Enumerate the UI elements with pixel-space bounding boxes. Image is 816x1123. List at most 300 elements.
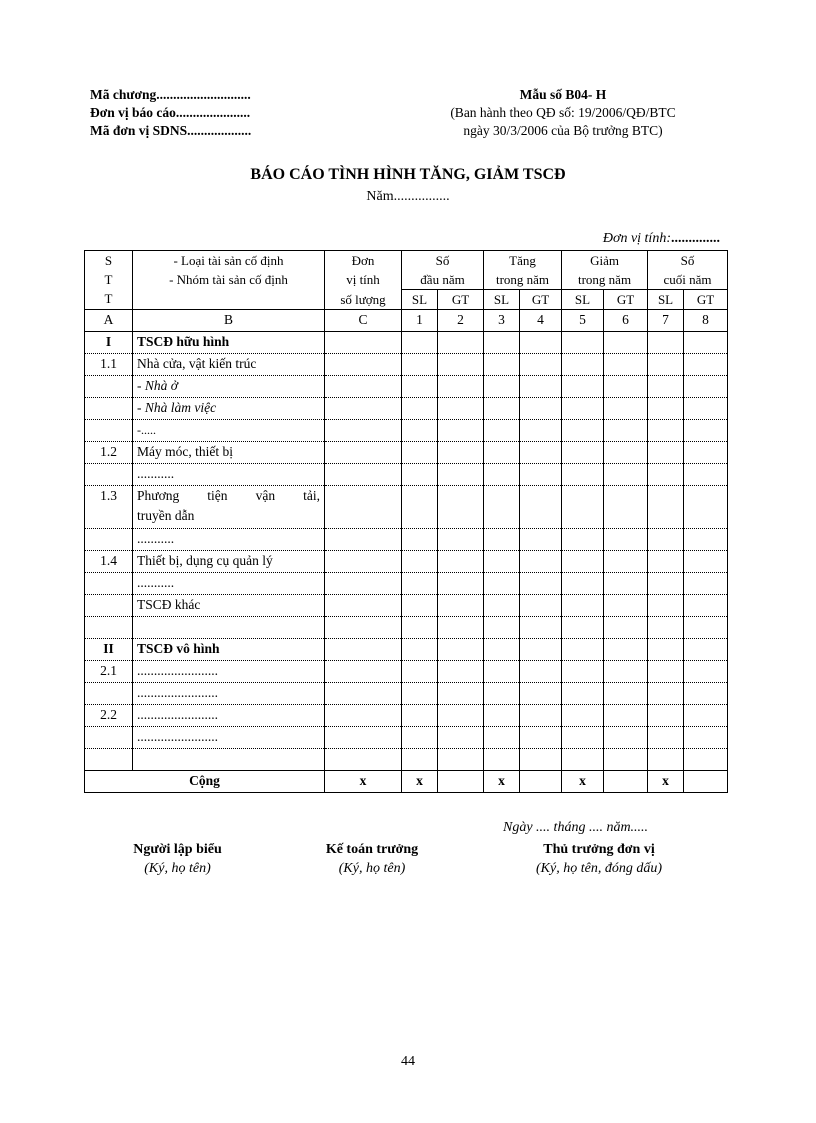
row-stt: [85, 398, 133, 420]
col-letter: 1: [402, 310, 438, 332]
table-row: [85, 529, 728, 551]
row-value-cell: [325, 661, 402, 683]
col-letter: 2: [438, 310, 484, 332]
row-value-cell: [604, 354, 648, 376]
total-col4: [520, 771, 562, 793]
header-sl: SL: [402, 290, 438, 310]
total-col5: x: [562, 771, 604, 793]
issued-by-line1: (Ban hành theo QĐ số: 19/2006/QĐ/BTC: [450, 105, 676, 120]
row-value-cell: [438, 595, 484, 617]
row-value-cell: [484, 398, 520, 420]
row-stt: 1.3: [85, 486, 133, 529]
header-closing: Số: [648, 251, 728, 271]
row-value-cell: [438, 376, 484, 398]
row-value-cell: [484, 661, 520, 683]
row-value-cell: [604, 376, 648, 398]
row-value-cell: [520, 551, 562, 573]
row-value-cell: [604, 442, 648, 464]
row-value-cell: [648, 573, 684, 595]
table-row: [85, 464, 728, 486]
row-value-cell: [484, 727, 520, 749]
row-asset-name: [133, 617, 325, 639]
row-stt: 2.1: [85, 661, 133, 683]
row-value-cell: [562, 727, 604, 749]
row-value-cell: [438, 486, 484, 529]
table-row: [85, 486, 728, 529]
row-value-cell: [684, 749, 728, 771]
row-value-cell: [648, 376, 684, 398]
row-value-cell: [438, 749, 484, 771]
header-increase: Tăng: [484, 251, 562, 271]
signer-title: Kế toán trưởng: [325, 842, 419, 857]
row-asset-name: Nhà cửa, vật kiến trúc: [133, 354, 325, 376]
table-row: [85, 639, 728, 661]
row-value-cell: [520, 573, 562, 595]
header-unit: Đơn vị tính: [325, 251, 402, 290]
row-value-cell: [648, 639, 684, 661]
row-stt: [85, 376, 133, 398]
row-value-cell: [438, 705, 484, 727]
row-value-cell: [648, 617, 684, 639]
row-value-cell: [484, 573, 520, 595]
row-stt: [85, 464, 133, 486]
row-value-cell: [684, 551, 728, 573]
row-value-cell: [438, 354, 484, 376]
row-value-cell: [562, 354, 604, 376]
table-row: [85, 442, 728, 464]
col-letter: 6: [604, 310, 648, 332]
row-stt: 1.2: [85, 442, 133, 464]
header-increase-sub: trong năm: [484, 270, 562, 290]
col-letter: C: [325, 310, 402, 332]
table-row: [85, 683, 728, 705]
row-value-cell: [402, 354, 438, 376]
table-row: [85, 595, 728, 617]
row-value-cell: [402, 420, 438, 442]
header-left: [90, 86, 251, 140]
unit-dots: ..............: [671, 231, 720, 246]
row-value-cell: [562, 332, 604, 354]
table-row: [85, 332, 728, 354]
row-value-cell: [402, 639, 438, 661]
row-value-cell: [325, 486, 402, 529]
row-value-cell: [562, 661, 604, 683]
header-gt: GT: [438, 290, 484, 310]
table-row: [85, 749, 728, 771]
header-row-1: [85, 251, 728, 271]
row-value-cell: [484, 464, 520, 486]
row-value-cell: [562, 420, 604, 442]
row-value-cell: [325, 398, 402, 420]
row-value-cell: [325, 420, 402, 442]
row-value-cell: [562, 749, 604, 771]
table-row: [85, 420, 728, 442]
row-value-cell: [325, 683, 402, 705]
total-col6: [604, 771, 648, 793]
row-value-cell: [402, 573, 438, 595]
row-value-cell: [684, 354, 728, 376]
row-value-cell: [684, 617, 728, 639]
row-value-cell: [520, 464, 562, 486]
total-col8: [684, 771, 728, 793]
row-value-cell: [484, 749, 520, 771]
page-number: 44: [401, 1054, 415, 1069]
row-value-cell: [520, 442, 562, 464]
row-value-cell: [402, 486, 438, 529]
row-value-cell: [484, 683, 520, 705]
row-value-cell: [648, 464, 684, 486]
row-value-cell: [325, 727, 402, 749]
row-value-cell: [562, 464, 604, 486]
row-value-cell: [684, 332, 728, 354]
row-value-cell: [648, 661, 684, 683]
row-value-cell: [648, 705, 684, 727]
row-stt: [85, 683, 133, 705]
row-asset-name: TSCĐ vô hình: [133, 639, 325, 661]
signer-head-of-unit: [505, 842, 693, 877]
report-year: Năm................: [366, 189, 450, 204]
row-value-cell: [438, 332, 484, 354]
signer-chief-accountant: [297, 842, 447, 877]
date-line: Ngày .... tháng .... năm.....: [503, 820, 649, 835]
row-value-cell: [648, 398, 684, 420]
row-value-cell: [484, 639, 520, 661]
row-value-cell: [684, 442, 728, 464]
row-value-cell: [684, 683, 728, 705]
issued-by-line2: ngày 30/3/2006 của Bộ trưởng BTC): [463, 123, 663, 138]
row-value-cell: [648, 354, 684, 376]
col-letter: 4: [520, 310, 562, 332]
row-value-cell: [684, 705, 728, 727]
header-sl: SL: [562, 290, 604, 310]
table-row: [85, 398, 728, 420]
row-value-cell: [648, 749, 684, 771]
fixed-asset-table: [84, 250, 728, 793]
table-row: [85, 551, 728, 573]
row-value-cell: [402, 617, 438, 639]
total-label: Cộng: [85, 771, 325, 793]
row-value-cell: [438, 420, 484, 442]
row-value-cell: [520, 529, 562, 551]
row-value-cell: [648, 486, 684, 529]
row-value-cell: [325, 705, 402, 727]
header-gt: GT: [684, 290, 728, 310]
row-value-cell: [604, 639, 648, 661]
signer-note: (Ký, họ tên): [144, 861, 211, 876]
row-asset-name-line2: truyền dẫn: [137, 508, 195, 523]
row-value-cell: [438, 529, 484, 551]
row-value-cell: [438, 573, 484, 595]
row-value-cell: [562, 442, 604, 464]
row-value-cell: [562, 595, 604, 617]
row-value-cell: [562, 486, 604, 529]
row-value-cell: [402, 661, 438, 683]
row-value-cell: [438, 639, 484, 661]
row-value-cell: [438, 464, 484, 486]
row-value-cell: [562, 639, 604, 661]
table-row: [85, 617, 728, 639]
row-value-cell: [484, 442, 520, 464]
header-decrease-sub: trong năm: [562, 270, 648, 290]
row-asset-name: TSCĐ khác: [133, 595, 325, 617]
header-stt: S T T: [85, 251, 133, 310]
row-value-cell: [402, 376, 438, 398]
signer-preparer: [105, 842, 250, 877]
table-row: [85, 376, 728, 398]
row-value-cell: [520, 727, 562, 749]
row-asset-name: ...........: [133, 529, 325, 551]
header-gt: GT: [604, 290, 648, 310]
table-row: [85, 661, 728, 683]
row-value-cell: [325, 332, 402, 354]
reporting-unit-field: Đơn vị báo cáo......................: [90, 105, 251, 120]
row-value-cell: [484, 617, 520, 639]
header-type-blank: [133, 290, 325, 310]
row-value-cell: [484, 595, 520, 617]
row-value-cell: [520, 398, 562, 420]
header-opening: Số: [402, 251, 484, 271]
row-value-cell: [604, 551, 648, 573]
total-col3: x: [484, 771, 520, 793]
row-value-cell: [484, 529, 520, 551]
row-asset-name: - Nhà ở: [133, 376, 325, 398]
row-value-cell: [438, 683, 484, 705]
row-value-cell: [325, 464, 402, 486]
row-value-cell: [604, 661, 648, 683]
row-stt: II: [85, 639, 133, 661]
row-value-cell: [325, 376, 402, 398]
row-asset-name: TSCĐ hữu hình: [133, 332, 325, 354]
row-value-cell: [438, 442, 484, 464]
row-value-cell: [520, 683, 562, 705]
row-value-cell: [484, 705, 520, 727]
row-value-cell: [520, 749, 562, 771]
header-row-3: [85, 290, 728, 310]
row-value-cell: [684, 573, 728, 595]
row-value-cell: [520, 376, 562, 398]
row-asset-name: ........................: [133, 727, 325, 749]
row-value-cell: [484, 486, 520, 529]
row-value-cell: [648, 595, 684, 617]
row-value-cell: [648, 727, 684, 749]
row-value-cell: [562, 376, 604, 398]
row-asset-name: ........................: [133, 705, 325, 727]
row-value-cell: [325, 551, 402, 573]
row-value-cell: [562, 529, 604, 551]
row-value-cell: [484, 354, 520, 376]
row-value-cell: [520, 639, 562, 661]
row-value-cell: [520, 354, 562, 376]
row-value-cell: [484, 551, 520, 573]
row-value-cell: [604, 683, 648, 705]
row-value-cell: [648, 529, 684, 551]
row-value-cell: [604, 595, 648, 617]
col-letter: A: [85, 310, 133, 332]
row-value-cell: [648, 420, 684, 442]
row-value-cell: [520, 617, 562, 639]
row-value-cell: [604, 332, 648, 354]
row-value-cell: [402, 595, 438, 617]
row-value-cell: [402, 332, 438, 354]
chapter-code-field: Mã chương............................: [90, 87, 251, 102]
unit-of-measure: [603, 231, 720, 247]
row-value-cell: [484, 376, 520, 398]
row-value-cell: [325, 573, 402, 595]
row-value-cell: [484, 420, 520, 442]
sdns-code-field: Mã đơn vị SDNS...................: [90, 123, 252, 138]
row-value-cell: [484, 332, 520, 354]
row-asset-name: ...........: [133, 573, 325, 595]
row-stt: I: [85, 332, 133, 354]
row-stt: 1.1: [85, 354, 133, 376]
col-letter: 3: [484, 310, 520, 332]
row-value-cell: [325, 595, 402, 617]
row-asset-name: [133, 486, 325, 529]
row-value-cell: [562, 551, 604, 573]
row-value-cell: [604, 464, 648, 486]
row-asset-name: [133, 749, 325, 771]
row-value-cell: [648, 551, 684, 573]
header-sl: SL: [484, 290, 520, 310]
row-value-cell: [604, 727, 648, 749]
row-value-cell: [684, 727, 728, 749]
row-value-cell: [325, 529, 402, 551]
row-value-cell: [604, 705, 648, 727]
row-stt: [85, 727, 133, 749]
row-value-cell: [438, 617, 484, 639]
total-col7: x: [648, 771, 684, 793]
row-asset-name: Máy móc, thiết bị: [133, 442, 325, 464]
unit-label: Đơn vị tính:: [602, 231, 671, 246]
row-value-cell: [402, 442, 438, 464]
row-value-cell: [402, 398, 438, 420]
total-row: [85, 771, 728, 793]
table-body: [85, 332, 728, 771]
form-code: Mẫu số B04- H: [519, 87, 607, 102]
row-value-cell: [562, 398, 604, 420]
row-value-cell: [402, 529, 438, 551]
header-opening-sub: đầu năm: [402, 270, 484, 290]
row-value-cell: [684, 486, 728, 529]
row-stt: 1.4: [85, 551, 133, 573]
table-row: [85, 705, 728, 727]
row-stt: [85, 529, 133, 551]
col-letter: 5: [562, 310, 604, 332]
row-value-cell: [402, 727, 438, 749]
table-row: [85, 354, 728, 376]
row-asset-name: ........................: [133, 683, 325, 705]
row-asset-name: ........................: [133, 661, 325, 683]
row-value-cell: [604, 398, 648, 420]
row-value-cell: [520, 661, 562, 683]
row-asset-name-line1: Phương tiện vận tải,: [137, 488, 320, 503]
row-value-cell: [402, 705, 438, 727]
signer-note: (Ký, họ tên): [338, 861, 406, 876]
header-unit-qty: số lượng: [325, 290, 402, 310]
total-c: x: [325, 771, 402, 793]
table-row: [85, 727, 728, 749]
row-value-cell: [325, 442, 402, 464]
row-asset-name: ...........: [133, 464, 325, 486]
col-letter: 7: [648, 310, 684, 332]
row-stt: [85, 749, 133, 771]
row-stt: [85, 595, 133, 617]
table-row: [85, 573, 728, 595]
row-value-cell: [325, 749, 402, 771]
row-value-cell: [648, 683, 684, 705]
col-letter: 8: [684, 310, 728, 332]
col-letter: B: [133, 310, 325, 332]
header-closing-sub: cuối năm: [648, 270, 728, 290]
row-stt: [85, 573, 133, 595]
row-value-cell: [402, 749, 438, 771]
row-value-cell: [520, 420, 562, 442]
row-value-cell: [684, 529, 728, 551]
row-value-cell: [684, 464, 728, 486]
row-value-cell: [325, 354, 402, 376]
row-value-cell: [438, 727, 484, 749]
row-value-cell: [520, 486, 562, 529]
header-decrease: Giảm: [562, 251, 648, 271]
signer-title: Người lập biểu: [133, 842, 222, 857]
row-value-cell: [648, 332, 684, 354]
row-value-cell: [648, 442, 684, 464]
row-asset-name: - Nhà làm việc: [133, 398, 325, 420]
row-value-cell: [684, 420, 728, 442]
total-col1: x: [402, 771, 438, 793]
row-value-cell: [325, 617, 402, 639]
row-value-cell: [402, 683, 438, 705]
signer-note: (Ký, họ tên, đóng dấu): [536, 861, 662, 876]
row-value-cell: [604, 486, 648, 529]
row-value-cell: [520, 332, 562, 354]
row-value-cell: [684, 661, 728, 683]
row-value-cell: [604, 420, 648, 442]
row-value-cell: [520, 595, 562, 617]
row-value-cell: [562, 705, 604, 727]
row-asset-name: -.....: [133, 420, 325, 442]
report-title: BÁO CÁO TÌNH HÌNH TĂNG, GIẢM TSCĐ: [250, 166, 566, 183]
row-value-cell: [562, 617, 604, 639]
column-letter-row: [85, 310, 728, 332]
row-value-cell: [438, 551, 484, 573]
row-value-cell: [604, 573, 648, 595]
header-sl: SL: [648, 290, 684, 310]
header-asset-type: - Loại tài sản cố định - Nhóm tài sản cố định: [133, 251, 325, 290]
row-value-cell: [604, 617, 648, 639]
row-value-cell: [438, 398, 484, 420]
row-value-cell: [402, 551, 438, 573]
header-gt: GT: [520, 290, 562, 310]
row-value-cell: [684, 639, 728, 661]
row-stt: [85, 420, 133, 442]
row-stt: 2.2: [85, 705, 133, 727]
row-value-cell: [604, 529, 648, 551]
row-asset-name: Thiết bị, dụng cụ quản lý: [133, 551, 325, 573]
row-value-cell: [325, 639, 402, 661]
row-value-cell: [604, 749, 648, 771]
row-value-cell: [562, 683, 604, 705]
row-value-cell: [438, 661, 484, 683]
row-value-cell: [684, 595, 728, 617]
row-value-cell: [684, 398, 728, 420]
row-stt: [85, 617, 133, 639]
row-value-cell: [562, 573, 604, 595]
signer-title: Thủ trưởng đơn vị: [543, 842, 655, 857]
row-value-cell: [402, 464, 438, 486]
row-value-cell: [520, 705, 562, 727]
total-col2: [438, 771, 484, 793]
